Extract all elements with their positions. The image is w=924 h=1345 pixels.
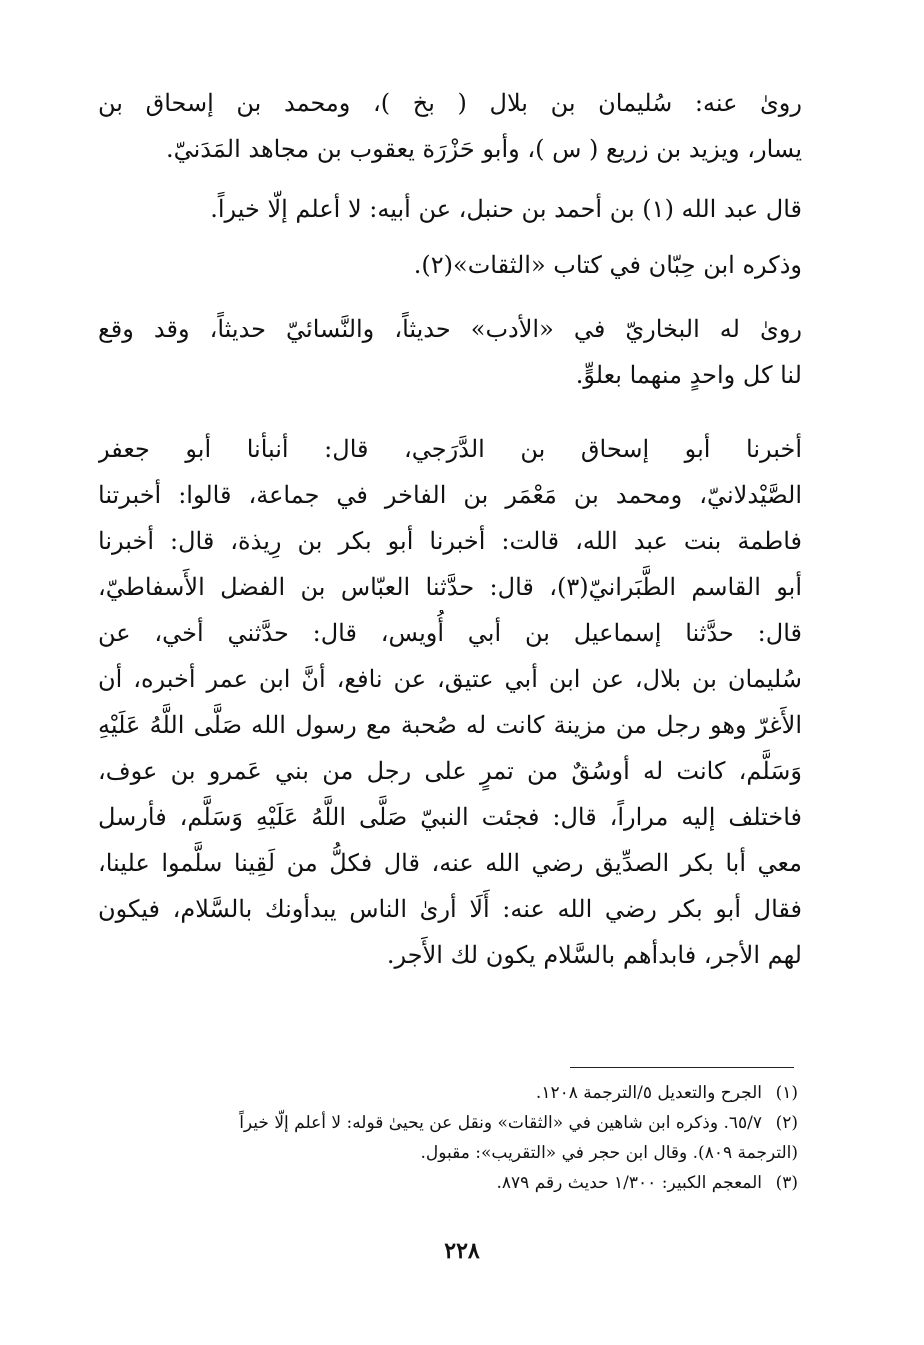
footnote-text: المعجم الكبير: ١/٣٠٠ حديث رقم ٨٧٩. (496, 1173, 762, 1193)
footnote-2 (98, 1108, 798, 1138)
paragraph-ibn-hibban (98, 242, 802, 288)
text-line: روىٰ له البخاريّ في «الأدب» حديثاً، والنَّسائيّ حديثاً، وقد وقع (98, 315, 802, 343)
text-line: قال: حدَّثنا إسماعيل بن أبي أُويس، قال: حدَّثني أخي، عن (98, 619, 802, 647)
text-line: فاطمة بنت عبد الله، قالت: أخبرنا أبو بكر بن رِيذة، قال: أخبرنا (98, 527, 802, 555)
paragraph-narrators (98, 80, 802, 172)
paragraph-abdullah (98, 186, 802, 232)
text-line: فقال أبو بكر رضي الله عنه: أَلَا أرىٰ الناس يبدأونك بالسَّلام، فيكون (98, 895, 802, 923)
text-line: أبو القاسم الطَّبَرانيّ(٣)، قال: حدَّثنا العبّاس بن الفضل الأَسفاطيّ، (98, 573, 802, 601)
footnote-2-continuation (98, 1138, 798, 1168)
text-line: وذكره ابن حِبّان في كتاب «الثقات»(٢). (413, 251, 802, 279)
text-line: يسار، ويزيد بن زريع ( س )، وأبو حَزْرَة يعقوب بن مجاهد المَدَنيّ. (165, 135, 802, 163)
footnotes (98, 1078, 798, 1198)
main-text (98, 80, 802, 978)
footnote-text: ٦٥/٧. وذكره ابن شاهين في «الثقات» ونقل عن يحيىٰ قوله: لا أعلم إلّا خيراً (239, 1113, 762, 1133)
text-line: سُليمان بن بلال، عن ابن أبي عتيق، عن نافع، أنَّ ابن عمر أخبره، أن (98, 665, 802, 693)
paragraph-hadith (98, 426, 802, 978)
text-line: وَسَلَّم، كانت له أوسُقٌ من تمرٍ على رجل من بني عَمرو بن عوف، (98, 757, 802, 785)
text-line: روىٰ عنه: سُليمان بن بلال ( بخ )، ومحمد بن إسحاق بن (98, 89, 802, 117)
text-line: لهم الأجر، فابدأهم بالسَّلام يكون لك الأَجر. (386, 941, 802, 969)
footnote-number: (٣) (775, 1173, 798, 1193)
page-number: ٢٢٨ (444, 1238, 480, 1264)
footnote-1 (98, 1078, 798, 1108)
footnote-number: (٢) (775, 1113, 798, 1133)
paragraph-bukhari (98, 306, 802, 398)
text-line: معي أبا بكر الصدِّيق رضي الله عنه، قال فكلُّ من لَقِينا سلَّموا علينا، (98, 849, 802, 877)
footnote-separator (570, 1067, 794, 1068)
text-line: لنا كل واحدٍ منهما بعلوٍّ. (575, 361, 802, 389)
footnote-text: (الترجمة ٨٠٩). وقال ابن حجر في «التقريب»: مقبول. (420, 1143, 798, 1163)
text-line: فاختلف إليه مراراً، قال: فجئت النبيّ صَلَّى اللَّهُ عَلَيْهِ وَسَلَّم، فأرسل (98, 803, 802, 831)
footnote-text: الجرح والتعديل ٥/الترجمة ١٢٠٨. (535, 1083, 762, 1103)
text-line: الأَغرّ وهو رجل من مزينة كانت له صُحبة مع رسول الله صَلَّى اللَّهُ عَلَيْهِ (98, 711, 802, 739)
text-line: قال عبد الله (١) بن أحمد بن حنبل، عن أبيه: لا أعلم إلّا خيراً. (210, 195, 802, 223)
footnote-3 (98, 1168, 798, 1198)
footnote-number: (١) (775, 1083, 798, 1103)
text-line: أخبرنا أبو إسحاق بن الدَّرَجي، قال: أنبأنا أبو جعفر (98, 435, 802, 463)
text-line: الصَّيْدلانيّ، ومحمد بن مَعْمَر بن الفاخر في جماعة، قالوا: أخبرتنا (98, 481, 802, 509)
